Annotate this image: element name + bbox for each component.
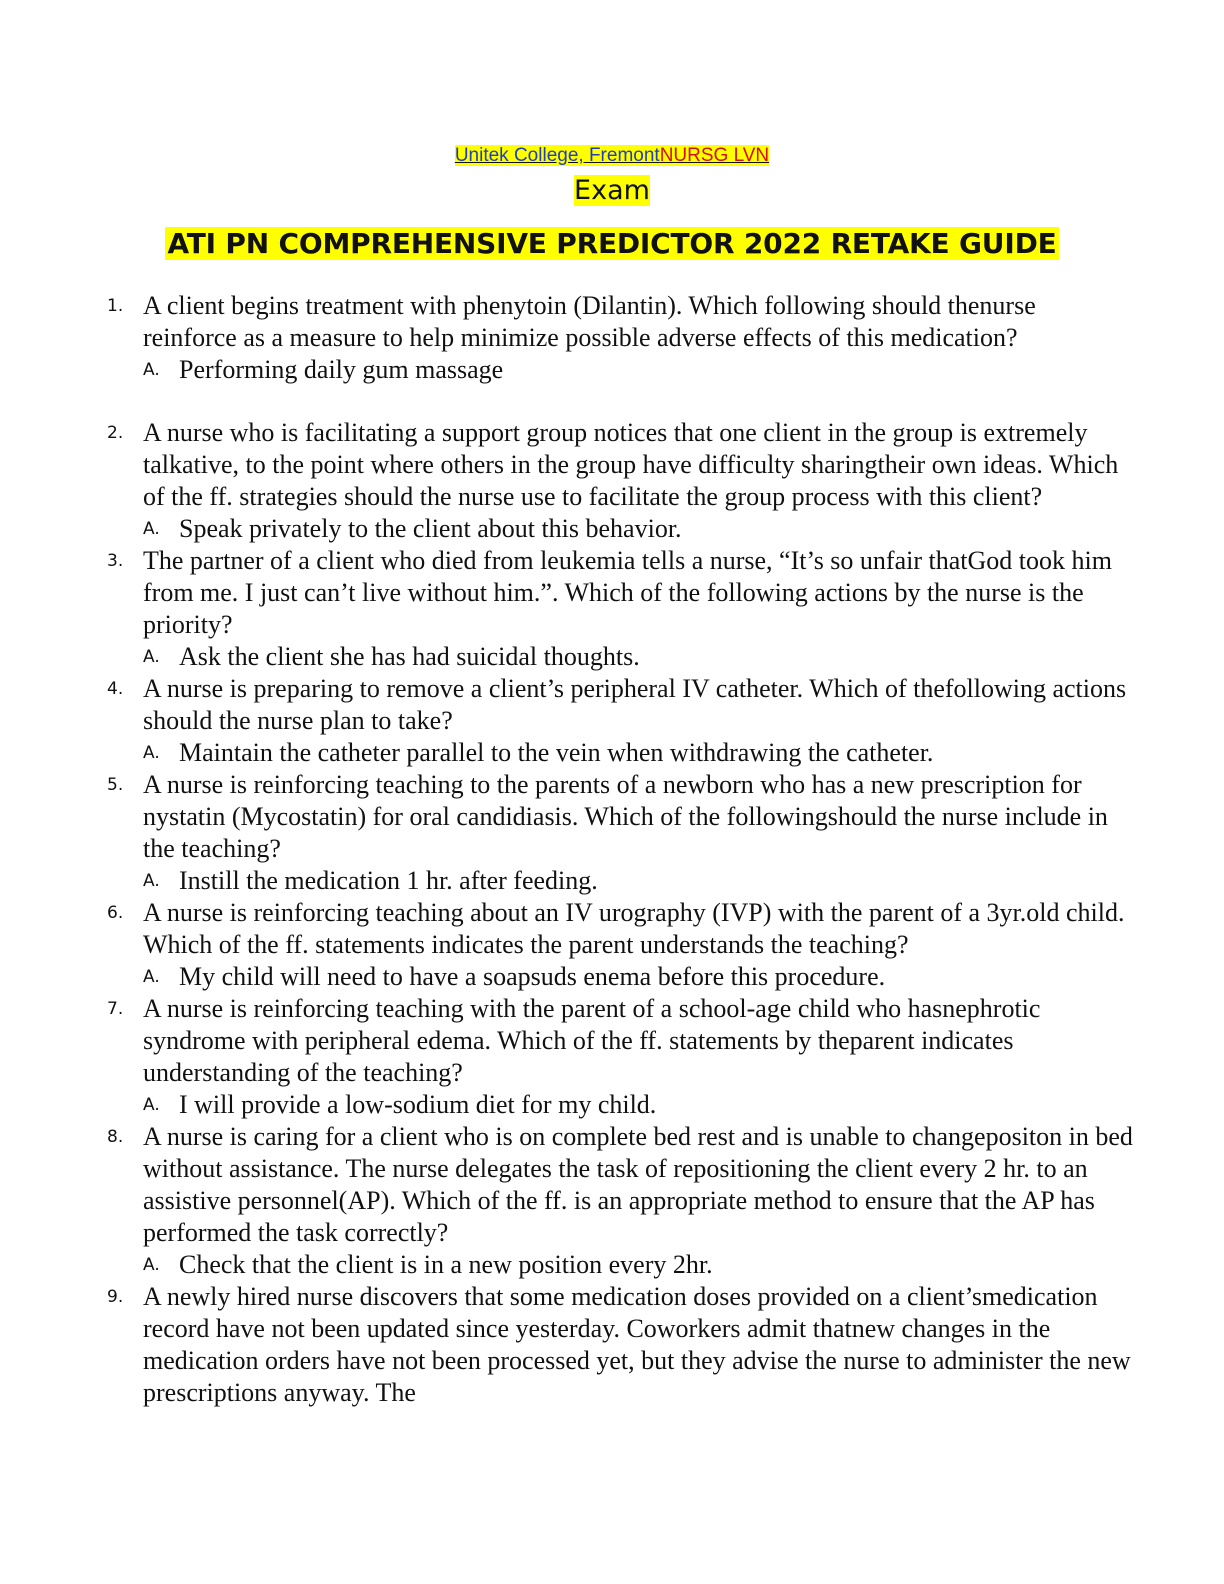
- question-number: 7.: [107, 999, 124, 1019]
- answer-letter: A.: [143, 871, 160, 891]
- answer-item: [143, 865, 1134, 897]
- question-number: 9.: [107, 1287, 124, 1307]
- document-header-institution: [0, 143, 1224, 169]
- answer-text: Check that the client is in a new position every 2hr.: [179, 1250, 713, 1279]
- answer-letter: A.: [143, 967, 160, 987]
- answer-item: [143, 354, 1134, 386]
- question-text: A nurse is reinforcing teaching with the parent of a school-age child who hasnephrotic syndrome with peripheral edema. Which of the ff. statements by theparent indicates understanding of the teaching?: [143, 994, 1041, 1087]
- answer-item: [143, 737, 1134, 769]
- question-text: A nurse is caring for a client who is on complete bed rest and is unable to changepositon in bed without assistance. The nurse delegates the task of repositioning the client every 2 hr. to an assistive personnel(AP). Which of the ff. is an appropriate method to ensure that the AP has performed the task correctly?: [143, 1122, 1133, 1247]
- answer-letter: A.: [143, 519, 160, 539]
- question-number: 6.: [107, 903, 124, 923]
- answer-text: Performing daily gum massage: [179, 355, 504, 384]
- document-subtitle: [0, 173, 1224, 209]
- question-number: 4.: [107, 679, 124, 699]
- question-text: A newly hired nurse discovers that some medication doses provided on a client’smedication record have not been updated since yesterday. Coworkers admit thatnew changes in the medication orders have not been processed yet, but they advise the nurse to administer the new prescriptions anyway. The: [143, 1282, 1131, 1407]
- question-number: 1.: [107, 296, 124, 316]
- answer-letter: A.: [143, 1255, 160, 1275]
- question-item-3: [0, 545, 1224, 673]
- question-text: The partner of a client who died from leukemia tells a nurse, “It’s so unfair thatGod took him from me. I just can’t live without him.”. Which of the following actions by the nurse is the priority?: [143, 546, 1112, 639]
- answer-text: My child will need to have a soapsuds enema before this procedure.: [179, 962, 886, 991]
- question-number: 5.: [107, 775, 124, 795]
- question-number: 8.: [107, 1127, 124, 1147]
- college-link[interactable]: Unitek College, Fremont: [454, 145, 660, 166]
- answer-item: [143, 513, 1134, 545]
- answer-letter: A.: [143, 647, 160, 667]
- program-link[interactable]: NURSG LVN: [659, 145, 770, 166]
- answer-text: I will provide a low-sodium diet for my child.: [179, 1090, 657, 1119]
- question-item-8: [0, 1121, 1224, 1281]
- question-item-5: [0, 769, 1224, 897]
- answer-text: Instill the medication 1 hr. after feeding.: [179, 866, 598, 895]
- answer-letter: A.: [143, 1095, 160, 1115]
- answer-letter: A.: [143, 743, 160, 763]
- question-number: 2.: [107, 423, 124, 443]
- answer-item: [143, 1089, 1134, 1121]
- document-title: [0, 224, 1224, 264]
- question-number: 3.: [107, 551, 124, 571]
- answer-text: Ask the client she has had suicidal thoughts.: [179, 642, 640, 671]
- document-title-text: ATI PN COMPREHENSIVE PREDICTOR 2022 RETAKE GUIDE: [167, 227, 1057, 260]
- question-text: A client begins treatment with phenytoin (Dilantin). Which following should thenurse reinforce as a measure to help minimize possible adverse effects of this medication?: [143, 291, 1036, 352]
- question-item-9: [0, 1281, 1224, 1409]
- question-text: A nurse is reinforcing teaching about an IV urography (IVP) with the parent of a 3yr.old child. Which of the ff. statements indicates the parent understands the teaching?: [143, 898, 1125, 959]
- exam-label: Exam: [574, 175, 650, 206]
- question-text: A nurse who is facilitating a support group notices that one client in the group is extremely talkative, to the point where others in the group have difficulty sharingtheir own ideas. Which of the ff. strategies should the nurse use to facilitate the group process with this client?: [143, 418, 1119, 511]
- answer-text: Speak privately to the client about this behavior.: [179, 514, 682, 543]
- answer-text: Maintain the catheter parallel to the vein when withdrawing the catheter.: [179, 738, 934, 767]
- question-item-4: [0, 673, 1224, 769]
- answer-item: [143, 1249, 1134, 1281]
- question-text: A nurse is preparing to remove a client’s peripheral IV catheter. Which of thefollowing actions should the nurse plan to take?: [143, 674, 1127, 735]
- question-item-2: [0, 417, 1224, 545]
- question-item-1: [0, 290, 1224, 417]
- answer-item: [143, 641, 1134, 673]
- answer-item: [143, 961, 1134, 993]
- answer-letter: A.: [143, 360, 160, 380]
- question-text: A nurse is reinforcing teaching to the parents of a newborn who has a new prescription for nystatin (Mycostatin) for oral candidiasis. Which of the followingshould the nurse include in the teaching?: [143, 770, 1108, 863]
- question-list: [0, 290, 1224, 1409]
- spacer: [143, 386, 1134, 417]
- question-item-6: [0, 897, 1224, 993]
- question-item-7: [0, 993, 1224, 1121]
